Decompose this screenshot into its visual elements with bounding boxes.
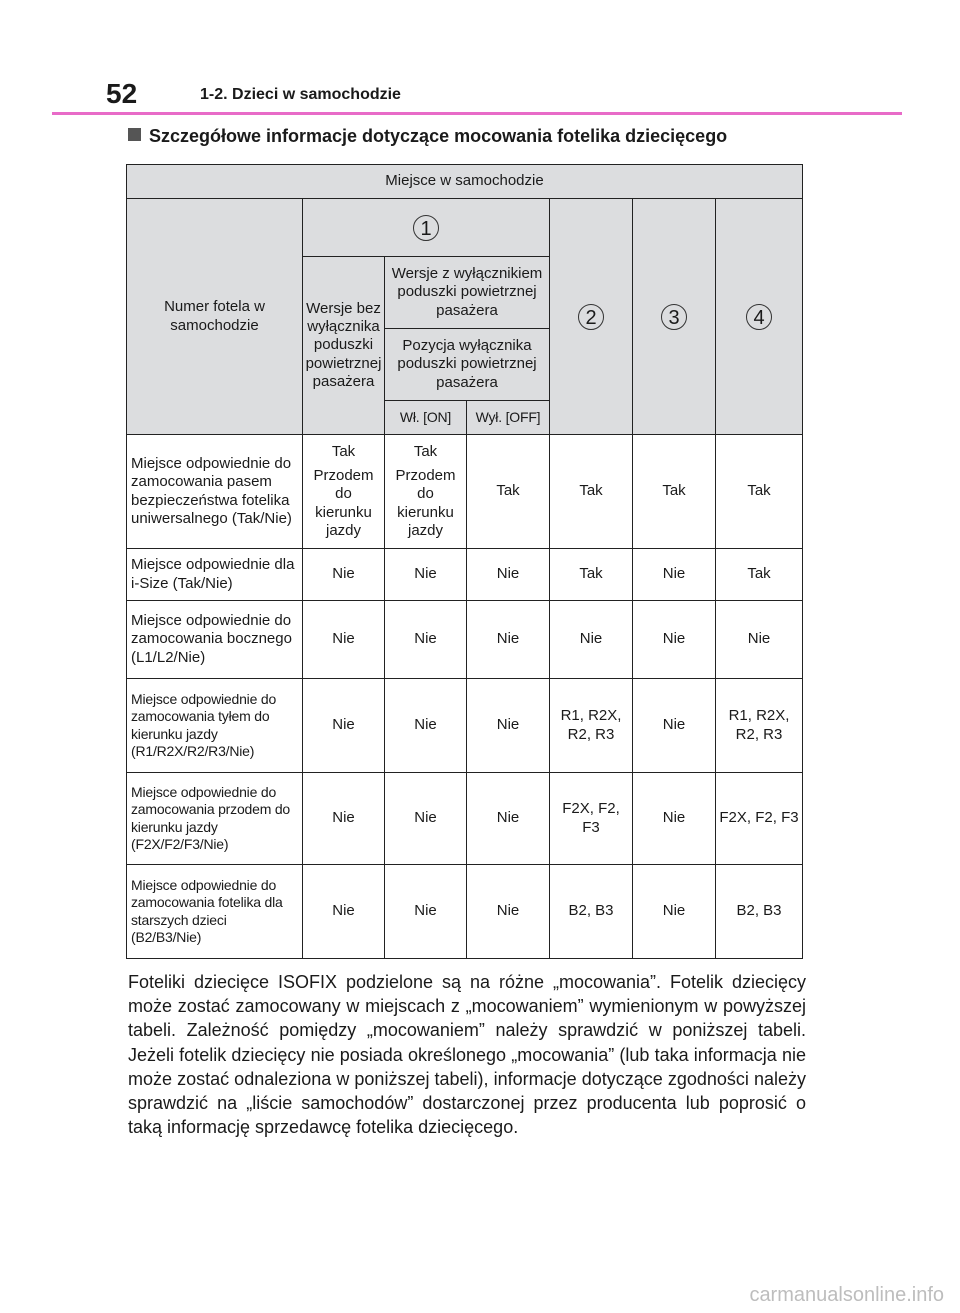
seat-number-4: 4 [746, 304, 772, 330]
row-label: Miejsce odpowiednie do zamocowania tyłem do kierunku jazdy (R1/R2X/R2/R3/Nie) [127, 679, 303, 773]
cell-word: Tak [331, 442, 356, 460]
table-cell: Nie [550, 601, 633, 679]
body-paragraph: Foteliki dziecięce ISOFIX podzielone są na różne „mocowania”. Fotelik dziecięcy może zostać zamocowany w miejscach z „mocowaniem” wymienionym w powyższej tabeli. Zależność pomiędzy „mocowaniem” należy sprawdzić w poniższej tabeli. Jeżeli fotelik dziecięcy nie posiada określonego „mocowania” (lub taka informacja nie może zostać odnaleziona w poniższej tabeli), informacje dotyczące zgodności należy sprawdzić na „liście samochodów” dostarczonej przez producenta lub poprosić o taką informację sprzedawcę fotelika dziecięcego. [128, 972, 806, 1138]
table-row [127, 549, 803, 601]
table-cell: B2, B3 [550, 865, 633, 959]
table-cell: Tak [716, 435, 803, 549]
seat-number-2: 2 [578, 304, 604, 330]
table-cell: Nie [303, 865, 385, 959]
seat-2-header [550, 199, 633, 435]
table-cell: Tak [550, 549, 633, 601]
page-number: 52 [106, 78, 138, 109]
table-row [127, 435, 803, 549]
table-cell: Nie [467, 865, 550, 959]
table-cell: F2X, F2, F3 [550, 773, 633, 865]
seat-label-cell: Numer fotela w samochodzie [127, 199, 303, 435]
table-cell: Tak [716, 549, 803, 601]
table-cell: Tak [467, 435, 550, 549]
table-row [127, 601, 803, 679]
table-cell: Nie [467, 679, 550, 773]
table-cell: B2, B3 [716, 865, 803, 959]
table-cell: Nie [303, 549, 385, 601]
row-label: Miejsce odpowiednie do zamocowania fotelika dla starszych dzieci (B2/B3/Nie) [127, 865, 303, 959]
table-cell: Nie [467, 549, 550, 601]
table-cell: Nie [303, 601, 385, 679]
table-cell: Nie [467, 601, 550, 679]
table-cell: Nie [633, 679, 716, 773]
table-cell: Nie [633, 549, 716, 601]
row-label: Miejsce odpowiednie do zamocowania przodem do kierunku jazdy (F2X/F2/F3/Nie) [127, 773, 303, 865]
table-cell: Nie [303, 773, 385, 865]
table-cell: Nie [303, 679, 385, 773]
row-label: Miejsce odpowiednie do zamocowania pasem bezpieczeństwa fotelika uniwersalnego (Tak/Nie) [127, 435, 303, 549]
row-label: Miejsce odpowiednie do zamocowania bocznego (L1/L2/Nie) [127, 601, 303, 679]
table-cell: Nie [716, 601, 803, 679]
table-row [127, 773, 803, 865]
table-row [127, 865, 803, 959]
seat-1-header [303, 199, 550, 257]
variant-no-switch: Wersje bez wyłącznika poduszki powietrznej pasażera [303, 257, 385, 435]
switch-off-label: Wył. [OFF] [467, 401, 550, 435]
cell-word: Tak [413, 442, 438, 460]
table-cell: F2X, F2, F3 [716, 773, 803, 865]
table-cell: Nie [385, 865, 467, 959]
table-cell: R1, R2X, R2, R3 [716, 679, 803, 773]
variant-with-switch: Wersje z wyłącznikiem poduszki powietrznej pasażera [385, 257, 550, 329]
seat-4-header [716, 199, 803, 435]
cell-note: Przodem do kierunku jazdy [313, 467, 374, 539]
square-bullet-icon [128, 128, 141, 141]
table-top-header: Miejsce w samochodzie [127, 165, 803, 199]
table-cell: Nie [385, 679, 467, 773]
isofix-table [126, 164, 803, 959]
table-cell: Tak [550, 435, 633, 549]
table-cell: Tak [633, 435, 716, 549]
table-cell: R1, R2X, R2, R3 [550, 679, 633, 773]
table-cell [303, 435, 385, 549]
table-cell: Nie [385, 601, 467, 679]
seat-number-1: 1 [413, 215, 439, 241]
section-title [128, 126, 727, 147]
switch-on-label: Wł. [ON] [385, 401, 467, 435]
seat-number-3: 3 [661, 304, 687, 330]
table-cell: Nie [385, 773, 467, 865]
section-title-text: Szczegółowe informacje dotyczące mocowania fotelika dziecięcego [149, 126, 728, 146]
watermark: carmanualsonline.info [749, 1284, 944, 1306]
row-label: Miejsce odpowiednie dla i-Size (Tak/Nie) [127, 549, 303, 601]
table-cell: Nie [467, 773, 550, 865]
cell-note: Przodem do kierunku jazdy [395, 467, 456, 539]
switch-position: Pozycja wyłącznika poduszki powietrznej pasażera [385, 329, 550, 401]
table-cell: Nie [385, 549, 467, 601]
table-cell: Nie [633, 865, 716, 959]
chapter-title: 1-2. Dzieci w samochodzie [200, 86, 401, 103]
table-cell: Nie [633, 773, 716, 865]
header-divider [52, 112, 902, 115]
seat-3-header [633, 199, 716, 435]
table-cell [385, 435, 467, 549]
table-cell: Nie [633, 601, 716, 679]
table-row [127, 679, 803, 773]
